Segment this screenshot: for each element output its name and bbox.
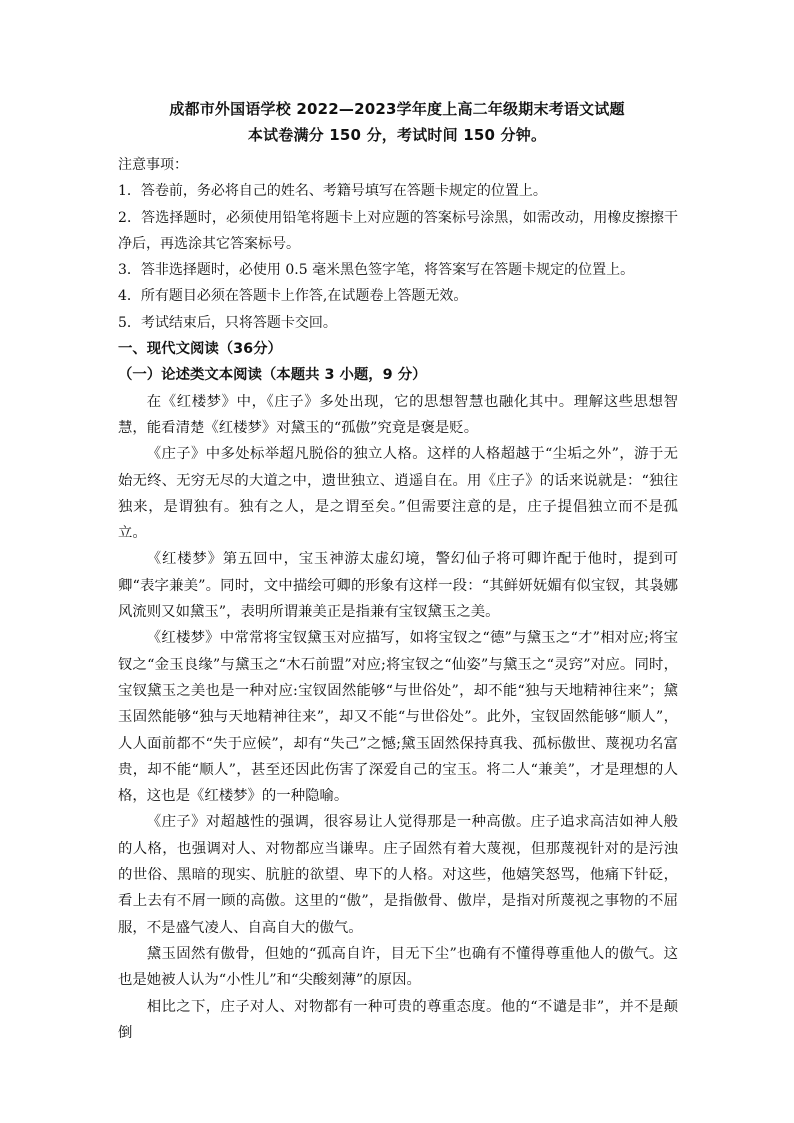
page-title: 成都市外国语学校 2022—2023学年度上高二年级期末考语文试题 [169, 100, 625, 118]
notice-item: 5．考试结束后，只将答题卡交回。 [118, 314, 337, 331]
subsection-heading: （一）论述类文本阅读（本题共 3 小题，9 分） [118, 367, 427, 384]
notice-item: 2．答选择题时，必须使用铅笔将题卡上对应题的答案标号涂黑，如需改动，用橡皮擦擦干净后，再选涂其它答案标号。 [118, 209, 678, 252]
section-heading: 一、现代文阅读（36分） [118, 341, 282, 358]
main-content [118, 152, 678, 1046]
body-paragraph: 《红楼梦》中常常将宝钗黛玉对应描写，如将宝钗之“德”与黛玉之“才”相对应;将宝钗之“金玉良缘”与黛玉之“木石前盟”对应;将宝钗之“仙姿”与黛玉之“灵窍”对应。同时，宝钗黛玉之美也是一种对应:宝钗固然能够“与世俗处”，却不能“独与天地精神往来”；黛玉固然能够“独与天地精神往来”，却又不能“与世俗处”。此外，宝钗固然能够“顺人”，人人面前都不“失于应候”，却有“失己”之憾;黛玉固然保持真我、孤标傲世、蔑视功名富贵，却不能“顺人”，甚至还因此伤害了深爱自己的宝玉。将二人“兼美”，才是理想的人格，这也是《红楼梦》的一种隐喻。 [118, 630, 678, 805]
notice-heading: 注意事项： [118, 157, 188, 173]
title-block [0, 96, 794, 148]
body-paragraph: 相比之下，庄子对人、对物都有一种可贵的尊重态度。他的“不谴是非”，并不是颠倒 [118, 998, 678, 1041]
body-paragraph: 《庄子》中多处标举超凡脱俗的独立人格。这样的人格超越于“尘垢之外”，游于无始无终、无穷无尽的大道之中，遗世独立、逍遥自在。用《庄子》的话来说就是：“独往独来，是谓独有。独有之人，是之谓至矣。”但需要注意的是，庄子提倡独立而不是孤立。 [118, 446, 678, 542]
body-paragraph: 《红楼梦》第五回中，宝玉神游太虚幻境，警幻仙子将可卿许配于他时，提到可卿“表字兼美”。同时，文中描绘可卿的形象有这样一段：“其鲜妍妩媚有似宝钗，其袅娜风流则又如黛玉”，表明所谓兼美正是指兼有宝钗黛玉之美。 [118, 551, 678, 621]
body-paragraph: 黛玉固然有傲骨，但她的“孤高自许，目无下尘”也确有不懂得尊重他人的傲气。这也是她被人认为“小性儿”和“尖酸刻薄”的原因。 [118, 945, 678, 989]
notice-item: 3．答非选择题时，必使用 0.5 毫米黑色签字笔，将答案写在答题卡规定的位置上。 [118, 262, 635, 279]
notice-item: 4．所有题目必须在答题卡上作答,在试题卷上答题无效。 [118, 288, 468, 305]
body-paragraph: 在《红楼梦》中，《庄子》多处出现，它的思想智慧也融化其中。理解这些思想智慧，能看清楚《红楼梦》对黛玉的“孤傲”究竟是褒是贬。 [118, 393, 678, 436]
body-paragraph: 《庄子》对超越性的强调，很容易让人觉得那是一种高傲。庄子追求高洁如神人般的人格，也强调对人、对物都应当谦卑。庄子固然有着大蔑视，但那蔑视针对的是污浊的世俗、黑暗的现实、肮脏的欲望、卑下的人格。对这些，他嬉笑怒骂，他痛下针砭，看上去有不屑一顾的高傲。这里的“傲”，是指傲骨、傲岸，是指对所蔑视之事物的不屈服，不是盛气凌人、自高自大的傲气。 [118, 814, 678, 936]
notice-item: 1．答卷前，务必将自己的姓名、考籍号填写在答题卡规定的位置上。 [118, 183, 547, 200]
page-subtitle: 本试卷满分 150 分，考试时间 150 分钟。 [247, 126, 547, 144]
